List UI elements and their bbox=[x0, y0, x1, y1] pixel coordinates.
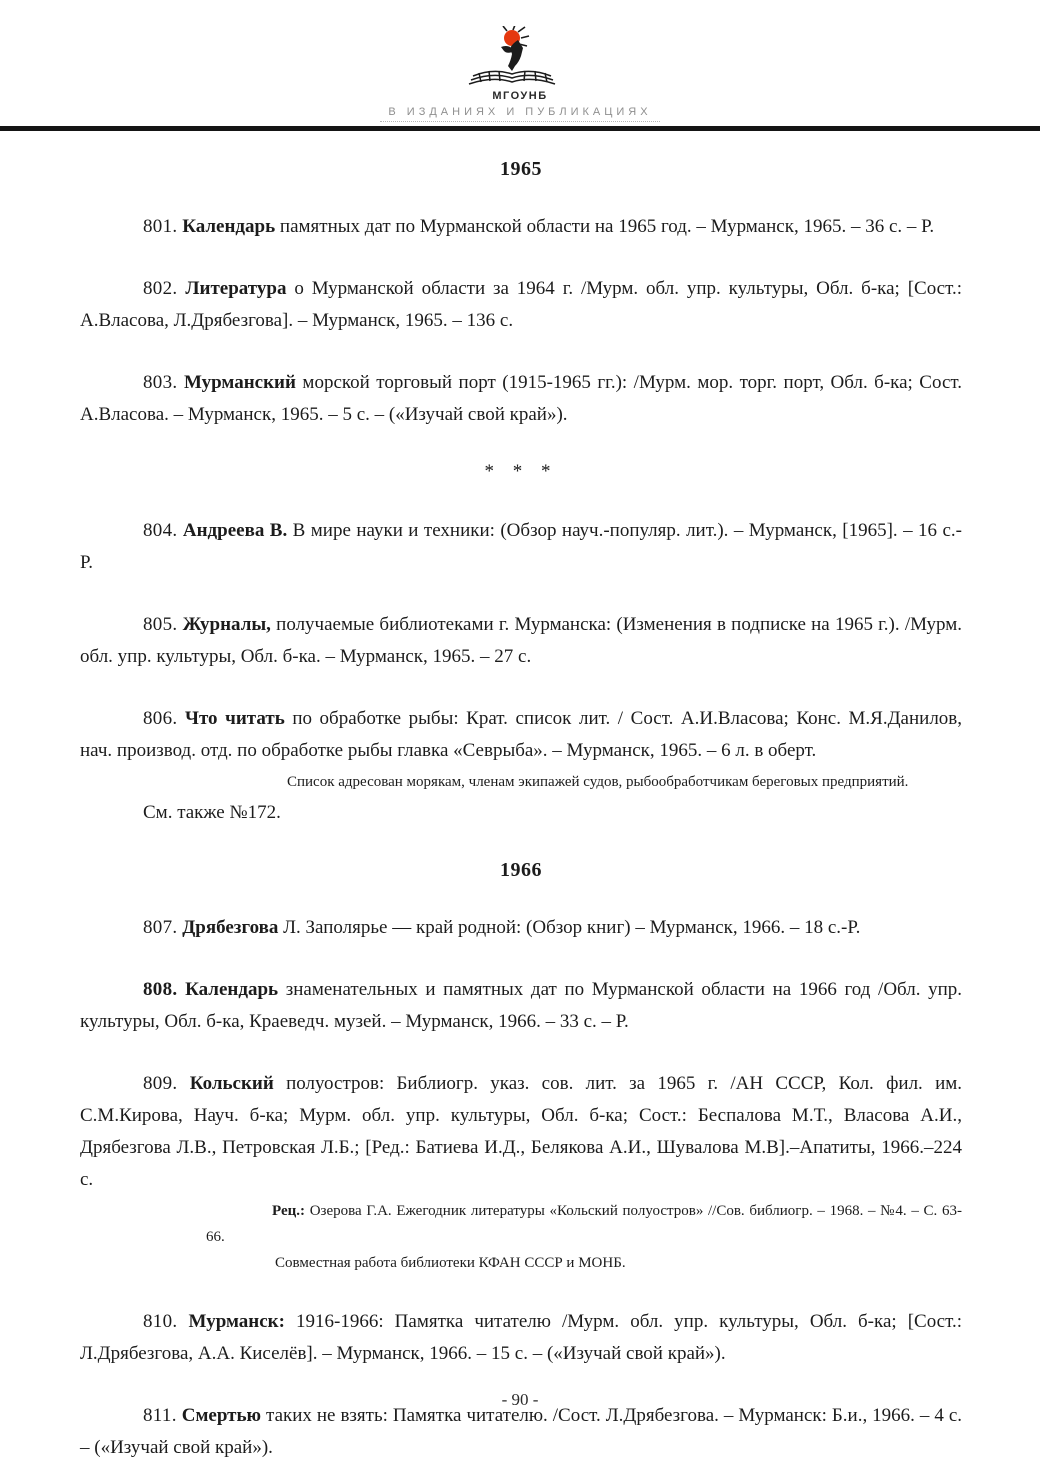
entry-number: 811. bbox=[143, 1405, 177, 1426]
entry-lead: Календарь bbox=[185, 979, 279, 1000]
page-header bbox=[0, 0, 1040, 131]
entry-text: знаменательных и памятных дат по Мурманской области на 1966 год /Обл. упр. культуры, Обл. б-ка, Краеведч. музей. – Мурманск, 1966. – 33 с. – Р. bbox=[80, 979, 963, 1032]
bib-entry-807 bbox=[80, 912, 962, 944]
section-heading-1965: 1965 bbox=[500, 158, 542, 180]
bib-entry-810 bbox=[80, 1306, 962, 1370]
entry-lead: Смертью bbox=[181, 1405, 262, 1426]
entry-text: таких не взять: Памятка читателю. /Сост. Л.Дрябезгова. – Мурманск: Б.и., 1966. – 4 с. – («Изучай свой край»). bbox=[80, 1405, 963, 1458]
entry-lead: Календарь bbox=[182, 216, 276, 237]
bib-entry-809 bbox=[80, 1068, 962, 1276]
entry-lead: Мурманск: bbox=[188, 1311, 285, 1332]
bib-entry-806 bbox=[80, 703, 962, 829]
bib-entry-805 bbox=[80, 609, 962, 673]
entry-text: морской торговый порт (1915-1965 гг.): /Мурм. мор. торг. порт, Обл. б-ка; Сост. А.Власова. – Мурманск, 1965. – 5 с. – («Изучай свой край»). bbox=[80, 372, 963, 425]
review-text: Озерова Г.А. Ежегодник литературы «Кольский полуостров» //Сов. библиогр. – 1968. – №4. – С. 63-66. bbox=[206, 1203, 962, 1245]
library-logo bbox=[455, 26, 585, 92]
entry-number: 802. bbox=[143, 278, 178, 299]
bib-entry-801 bbox=[80, 211, 962, 243]
entry-review bbox=[206, 1198, 962, 1250]
entry-number: 804. bbox=[143, 520, 178, 541]
entry-text: 1916-1966: Памятка читателю /Мурм. обл. упр. культуры, Обл. б-ка; [Сост.: Л.Дрябезгова, А.А. Киселёв]. – Мурманск, 1966. – 15 с. – («Изучай свой край»). bbox=[80, 1311, 963, 1364]
header-tagline: В ИЗДАНИЯХ И ПУБЛИКАЦИЯХ bbox=[380, 106, 659, 122]
entry-lead: Кольский bbox=[189, 1073, 274, 1094]
book-icon bbox=[469, 71, 555, 84]
entry-text: по обработке рыбы: Крат. список лит. / Сост. А.И.Власова; Конс. М.Я.Данилов, нач. производ. отд. по обработке рыбы главка «Севрыба». – Мурманск, 1965. – 6 л. в оберт. bbox=[80, 708, 963, 761]
entry-number: 801. bbox=[143, 216, 178, 237]
entry-text: о Мурманской области за 1964 г. /Мурм. обл. упр. культуры, Обл. б-ка; [Сост.: А.Власова, Л.Дрябезгова]. – Мурманск, 1965. – 136 с. bbox=[80, 278, 963, 331]
entry-number: 806. bbox=[143, 708, 178, 729]
header-rule bbox=[0, 126, 1040, 131]
entry-lead: Дрябезгова bbox=[182, 917, 279, 938]
entry-lead: Андреева В. bbox=[182, 520, 288, 541]
entry-text: полуостров: Библиогр. указ. сов. лит. за 1965 г. /АН СССР, Кол. фил. им. С.М.Кирова, Науч. б-ка; Мурм. обл. упр. культуры, Обл. б-ка; Сост.: Беспалова М.Т., Власова А.И., Дрябезгова Л.В., Петровская Л.Б.; [Ред.: Батиева И.Д., Белякова А.И., Шувалова М.В].–Апатиты, 1966.–224 с. bbox=[80, 1073, 963, 1190]
entry-lead: Мурманский bbox=[183, 372, 296, 393]
see-also-reference: См. также №172. bbox=[143, 802, 281, 823]
entry-lead: Журналы, bbox=[182, 614, 271, 635]
entry-text: памятных дат по Мурманской области на 1965 год. – Мурманск, 1965. – 36 с. – Р. bbox=[279, 216, 935, 237]
entry-lead: Что читать bbox=[185, 708, 285, 729]
entry-number: 803. bbox=[143, 372, 178, 393]
bib-entry-804 bbox=[80, 515, 962, 579]
page-number: - 90 - bbox=[501, 1390, 539, 1409]
bib-entry-802 bbox=[80, 273, 962, 337]
bibliography-content bbox=[0, 158, 1040, 1464]
section-heading-1966: 1966 bbox=[500, 859, 542, 881]
entry-annotation: Совместная работа библиотеки КФАН СССР и МОНБ. bbox=[275, 1255, 626, 1271]
entry-annotation: Список адресован морякам, членам экипажей судов, рыбообработчикам береговых предприятий. bbox=[287, 774, 909, 790]
entry-number: 810. bbox=[143, 1311, 178, 1332]
entry-text: получаемые библиотеками г. Мурманска: (Изменения в подписке на 1965 г.). /Мурм. обл. упр. культуры, Обл. б-ка. – Мурманск, 1965. – 27 с. bbox=[80, 614, 963, 667]
entry-number: 807. bbox=[143, 917, 178, 938]
deer-head-icon bbox=[501, 46, 512, 53]
entry-number: 808. bbox=[143, 979, 178, 1000]
entry-text: В мире науки и техники: (Обзор науч.-популяр. лит.). – Мурманск, [1965]. – 16 с.- Р. bbox=[80, 520, 962, 573]
bib-entry-808 bbox=[80, 974, 962, 1038]
entry-number: 805. bbox=[143, 614, 178, 635]
entry-number: 809. bbox=[143, 1073, 178, 1094]
entry-text: Л. Заполярье — край родной: (Обзор книг) – Мурманск, 1966. – 18 с.-Р. bbox=[283, 917, 861, 938]
entry-lead: Литература bbox=[185, 278, 287, 299]
asterisk-separator: * * * bbox=[484, 461, 558, 482]
bib-entry-803 bbox=[80, 367, 962, 431]
logo-acronym: МГОУНБ bbox=[492, 90, 548, 102]
review-label: Рец.: bbox=[272, 1203, 306, 1219]
